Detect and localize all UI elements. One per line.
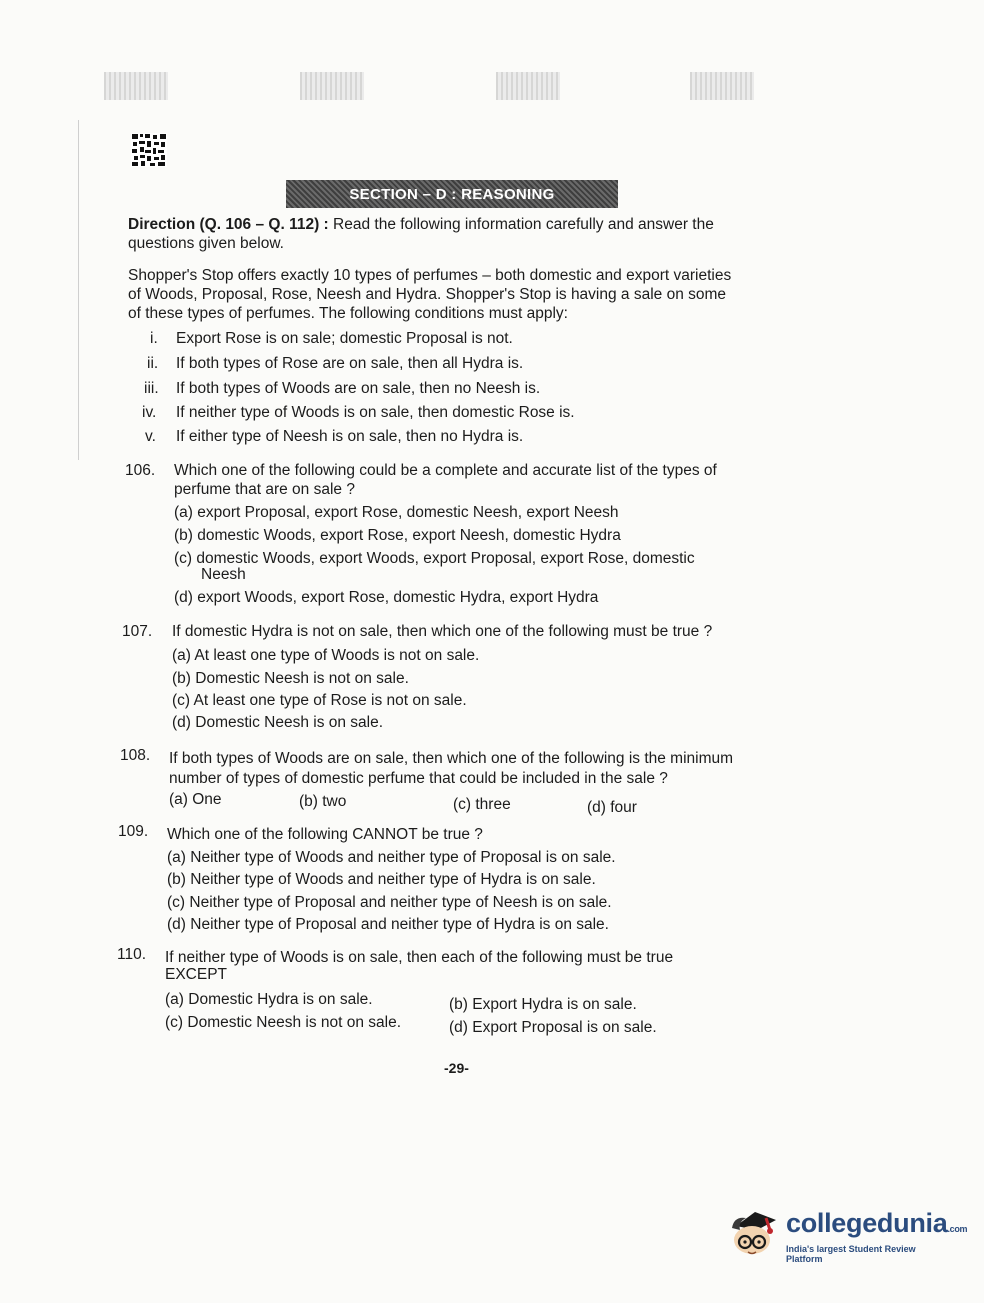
direction-line-1 xyxy=(128,216,714,234)
option-106-c: (c) domestic Woods, export Woods, export Proposal, export Rose, domestic xyxy=(174,550,695,567)
option-110-b: (b) Export Hydra is on sale. xyxy=(449,996,637,1013)
condition-number: ii. xyxy=(147,355,159,372)
question-106-stem-2: perfume that are on sale ? xyxy=(174,481,355,498)
condition-text: If both types of Woods are on sale, then no Neesh is. xyxy=(176,380,541,397)
direction-text: Read the following information carefully and answer the xyxy=(333,216,714,233)
option-110-d: (d) Export Proposal is on sale. xyxy=(449,1019,657,1036)
option-110-a: (a) Domestic Hydra is on sale. xyxy=(165,991,373,1008)
question-110-stem: If neither type of Woods is on sale, then each of the following must be true xyxy=(165,949,674,966)
option-109-a: (a) Neither type of Woods and neither type of Proposal is on sale. xyxy=(167,849,616,866)
option-109-b: (b) Neither type of Woods and neither type of Hydra is on sale. xyxy=(167,871,596,888)
option-106-a: (a) export Proposal, export Rose, domestic Neesh, export Neesh xyxy=(174,504,619,521)
condition-text: If both types of Rose are on sale, then all Hydra is. xyxy=(176,355,524,372)
condition-number: v. xyxy=(145,428,156,445)
question-number-109: 109. xyxy=(118,823,149,840)
condition-number: i. xyxy=(150,330,158,347)
passage-line-3: of these types of perfumes. The following conditions must apply: xyxy=(128,305,568,322)
logo-tagline: India's largest Student Review Platform xyxy=(786,1244,916,1264)
option-106-b: (b) domestic Woods, export Rose, export Neesh, domestic Hydra xyxy=(174,527,621,544)
scan-margin-line xyxy=(78,120,79,460)
scan-noise xyxy=(300,72,364,100)
question-number-110: 110. xyxy=(117,946,147,963)
option-108-a: (a) One xyxy=(169,791,222,808)
logo-wordmark: collegedunia.com xyxy=(786,1208,968,1238)
condition-text: Export Rose is on sale; domestic Proposal is not. xyxy=(176,330,513,347)
question-number-107: 107. xyxy=(122,623,153,640)
question-108-stem: If both types of Woods are on sale, then which one of the following is the minimum xyxy=(169,750,734,767)
passage-line-1: Shopper's Stop offers exactly 10 types of perfumes – both domestic and export varieties xyxy=(128,267,732,284)
question-106-stem: Which one of the following could be a complete and accurate list of the types of xyxy=(174,462,717,479)
option-106-c-cont: Neesh xyxy=(201,566,246,583)
question-109-stem: Which one of the following CANNOT be true ? xyxy=(167,826,483,843)
condition-number: iv. xyxy=(142,404,157,421)
collegedunia-logo xyxy=(726,1198,968,1270)
question-110-stem-2: EXCEPT xyxy=(165,966,228,983)
student-mascot-icon xyxy=(726,1200,784,1262)
direction-line-2: questions given below. xyxy=(128,235,284,252)
option-107-c: (c) At least one type of Rose is not on sale. xyxy=(172,692,467,709)
question-number-106: 106. xyxy=(125,462,156,479)
passage-line-2: of Woods, Proposal, Rose, Neesh and Hydra. Shopper's Stop is having a sale on some xyxy=(128,286,727,303)
option-107-b: (b) Domestic Neesh is not on sale. xyxy=(172,670,409,687)
page-number: -29- xyxy=(444,1060,469,1076)
condition-text: If neither type of Woods is on sale, then domestic Rose is. xyxy=(176,404,575,421)
option-106-d: (d) export Woods, export Rose, domestic Hydra, export Hydra xyxy=(174,589,599,606)
option-109-c: (c) Neither type of Proposal and neither type of Neesh is on sale. xyxy=(167,894,612,911)
question-107-stem: If domestic Hydra is not on sale, then which one of the following must be true ? xyxy=(172,623,713,640)
option-107-d: (d) Domestic Neesh is on sale. xyxy=(172,714,384,731)
question-number-108: 108. xyxy=(120,747,151,764)
option-108-b: (b) two xyxy=(299,793,347,810)
direction-label: Direction (Q. 106 – Q. 112) : xyxy=(128,216,329,233)
option-108-c: (c) three xyxy=(453,796,511,813)
option-109-d: (d) Neither type of Proposal and neither type of Hydra is on sale. xyxy=(167,916,609,933)
question-108-stem-2: number of types of domestic perfume that could be included in the sale ? xyxy=(169,770,668,787)
option-107-a: (a) At least one type of Woods is not on sale. xyxy=(172,647,480,664)
qr-code-icon xyxy=(131,133,167,167)
option-110-c: (c) Domestic Neesh is not on sale. xyxy=(165,1014,402,1031)
condition-text: If either type of Neesh is on sale, then no Hydra is. xyxy=(176,428,524,445)
condition-number: iii. xyxy=(144,380,159,397)
scan-noise xyxy=(104,72,168,100)
option-108-d: (d) four xyxy=(587,799,637,816)
scan-noise xyxy=(690,72,754,100)
section-title: SECTION – D : REASONING xyxy=(286,180,618,208)
scan-noise xyxy=(496,72,560,100)
